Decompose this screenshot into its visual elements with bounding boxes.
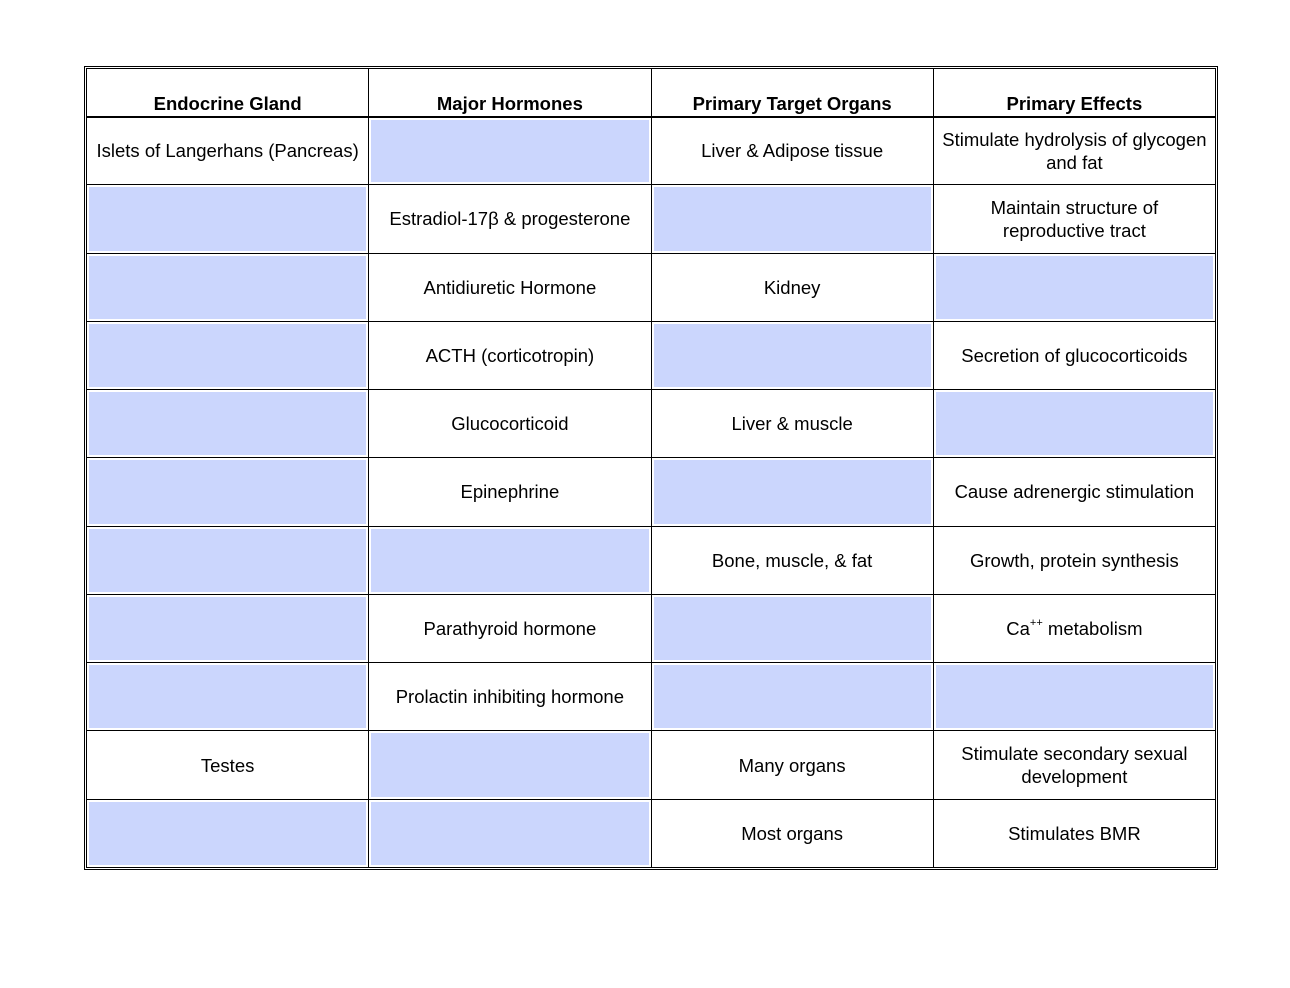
cell-effects bbox=[933, 594, 1215, 662]
table-row bbox=[87, 390, 1216, 458]
blank-cell-endocrine-gland[interactable] bbox=[87, 458, 369, 526]
table-row bbox=[87, 321, 1216, 389]
cell-major-hormones: Estradiol-17β & progesterone bbox=[369, 185, 651, 253]
table-row bbox=[87, 594, 1216, 662]
table-row bbox=[87, 799, 1216, 867]
blank-cell-endocrine-gland[interactable] bbox=[87, 253, 369, 321]
blank-cell-target-organs[interactable] bbox=[651, 185, 933, 253]
cell-major-hormones: Prolactin inhibiting hormone bbox=[369, 663, 651, 731]
blank-cell-target-organs[interactable] bbox=[651, 321, 933, 389]
cell-major-hormones: ACTH (corticotropin) bbox=[369, 321, 651, 389]
cell-target-organs: Kidney bbox=[651, 253, 933, 321]
table-row bbox=[87, 526, 1216, 594]
blank-cell-endocrine-gland[interactable] bbox=[87, 526, 369, 594]
blank-cell-major-hormones[interactable] bbox=[369, 799, 651, 867]
cell-target-organs: Most organs bbox=[651, 799, 933, 867]
endocrine-table-frame bbox=[84, 66, 1218, 870]
cell-effects: Cause adrenergic stimulation bbox=[933, 458, 1215, 526]
table-body bbox=[87, 117, 1216, 868]
blank-cell-major-hormones[interactable] bbox=[369, 526, 651, 594]
table-row bbox=[87, 663, 1216, 731]
ca-prefix: Ca bbox=[1006, 617, 1030, 639]
header-major-hormones: Major Hormones bbox=[369, 69, 651, 117]
blank-cell-target-organs[interactable] bbox=[651, 458, 933, 526]
cell-effects: Stimulate hydrolysis of glycogen and fat bbox=[933, 117, 1215, 185]
blank-cell-endocrine-gland[interactable] bbox=[87, 799, 369, 867]
cell-major-hormones: Parathyroid hormone bbox=[369, 594, 651, 662]
blank-cell-major-hormones[interactable] bbox=[369, 731, 651, 799]
cell-target-organs: Liver & Adipose tissue bbox=[651, 117, 933, 185]
cell-major-hormones: Antidiuretic Hormone bbox=[369, 253, 651, 321]
header-endocrine-gland: Endocrine Gland bbox=[87, 69, 369, 117]
blank-cell-endocrine-gland[interactable] bbox=[87, 321, 369, 389]
table-row bbox=[87, 731, 1216, 799]
blank-cell-effects[interactable] bbox=[933, 253, 1215, 321]
table-row bbox=[87, 253, 1216, 321]
blank-cell-major-hormones[interactable] bbox=[369, 117, 651, 185]
cell-major-hormones: Epinephrine bbox=[369, 458, 651, 526]
cell-target-organs: Many organs bbox=[651, 731, 933, 799]
cell-endocrine-gland: Islets of Langerhans (Pancreas) bbox=[87, 117, 369, 185]
blank-cell-endocrine-gland[interactable] bbox=[87, 594, 369, 662]
cell-effects: Secretion of glucocorticoids bbox=[933, 321, 1215, 389]
cell-effects: Stimulates BMR bbox=[933, 799, 1215, 867]
cell-major-hormones: Glucocorticoid bbox=[369, 390, 651, 458]
cell-target-organs: Liver & muscle bbox=[651, 390, 933, 458]
ca-suffix: metabolism bbox=[1042, 617, 1143, 639]
blank-cell-target-organs[interactable] bbox=[651, 594, 933, 662]
cell-effects: Stimulate secondary sexual development bbox=[933, 731, 1215, 799]
table-row bbox=[87, 458, 1216, 526]
blank-cell-target-organs[interactable] bbox=[651, 663, 933, 731]
blank-cell-effects[interactable] bbox=[933, 390, 1215, 458]
endocrine-table bbox=[86, 68, 1216, 868]
header-primary-target-organs: Primary Target Organs bbox=[651, 69, 933, 117]
table-row bbox=[87, 185, 1216, 253]
ca-superscript: ++ bbox=[1029, 616, 1043, 629]
table-row bbox=[87, 117, 1216, 185]
header-primary-effects: Primary Effects bbox=[933, 69, 1215, 117]
blank-cell-endocrine-gland[interactable] bbox=[87, 663, 369, 731]
header-row bbox=[87, 69, 1216, 117]
blank-cell-endocrine-gland[interactable] bbox=[87, 185, 369, 253]
cell-target-organs: Bone, muscle, & fat bbox=[651, 526, 933, 594]
cell-effects: Growth, protein synthesis bbox=[933, 526, 1215, 594]
blank-cell-endocrine-gland[interactable] bbox=[87, 390, 369, 458]
cell-effects: Maintain structure of reproductive tract bbox=[933, 185, 1215, 253]
cell-endocrine-gland: Testes bbox=[87, 731, 369, 799]
blank-cell-effects[interactable] bbox=[933, 663, 1215, 731]
